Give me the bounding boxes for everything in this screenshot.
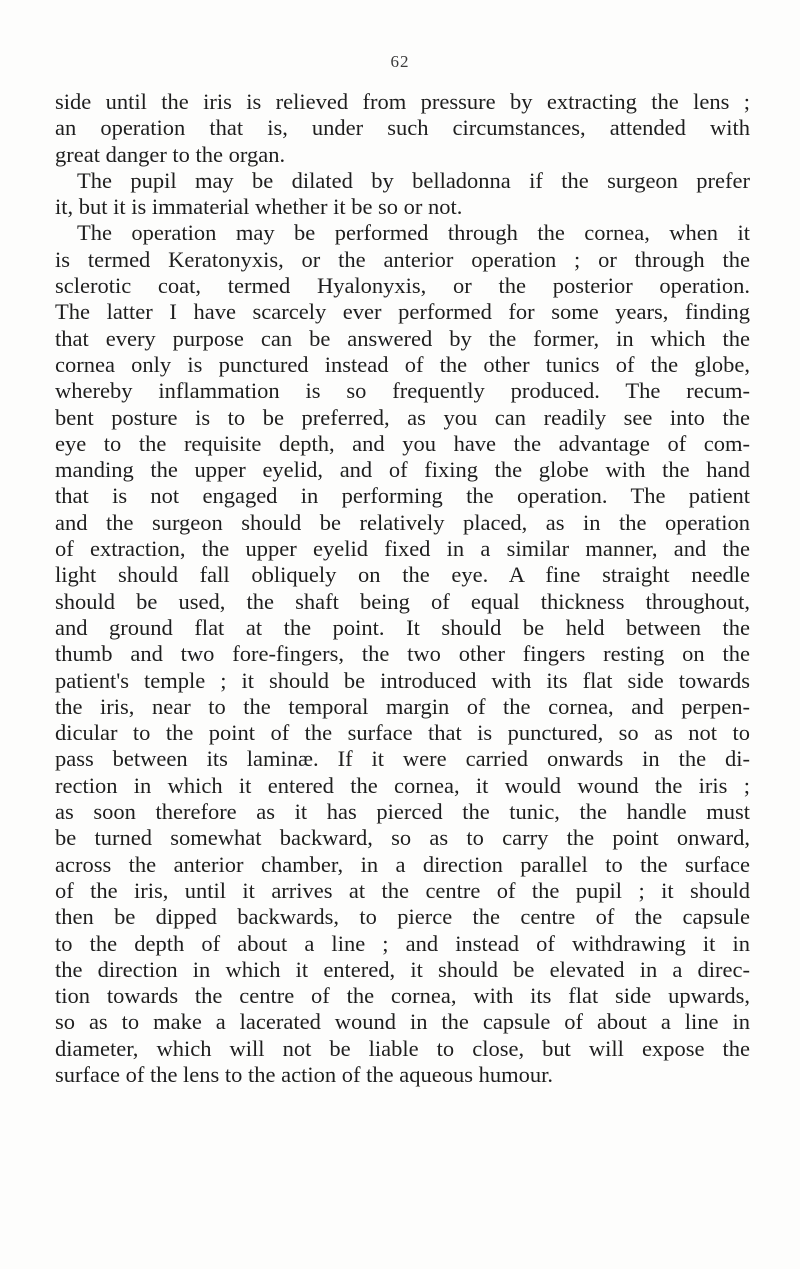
text-line: rection in which it entered the cornea, it would wound the iris ; [55, 772, 750, 798]
text-line: and ground flat at the point. It should be held between the [55, 614, 750, 640]
text-line: be turned somewhat backward, so as to carry the point onward, [55, 825, 750, 851]
text-line: the iris, near to the temporal margin of the cornea, and perpen- [55, 693, 750, 719]
text-line: manding the upper eyelid, and of fixing the globe with the hand [55, 457, 750, 483]
text-line: eye to the requisite depth, and you have the advantage of com- [55, 430, 750, 456]
text-line: bent posture is to be preferred, as you can readily see into the [55, 404, 750, 430]
text-line: whereby inflammation is so frequently produced. The recum- [55, 378, 750, 404]
text-line: across the anterior chamber, in a direction parallel to the surface [55, 851, 750, 877]
page-body-text [55, 89, 750, 1088]
text-line: patient's temple ; it should be introduced with its flat side towards [55, 667, 750, 693]
text-line: The operation may be performed through the cornea, when it [77, 220, 750, 246]
text-line: cornea only is punctured instead of the other tunics of the globe, [55, 351, 750, 377]
text-line: light should fall obliquely on the eye. A fine straight needle [55, 562, 750, 588]
text-line: to the depth of about a line ; and instead of withdrawing it in [55, 930, 750, 956]
page-number: 62 [390, 52, 410, 71]
text-line: The latter I have scarcely ever performed for some years, finding [55, 299, 750, 325]
text-line: The pupil may be dilated by belladonna if the surgeon prefer [77, 167, 750, 193]
text-line: diameter, which will not be liable to close, but will expose the [55, 1035, 750, 1061]
text-line: side until the iris is relieved from pressure by extracting the lens ; [55, 89, 750, 114]
text-line: an operation that is, under such circumstances, attended with [55, 115, 750, 141]
text-line: and the surgeon should be relatively placed, as in the operation [55, 509, 750, 535]
text-line: thumb and two fore-fingers, the two other fingers resting on the [55, 641, 750, 667]
text-line: the direction in which it entered, it should be elevated in a direc- [55, 956, 750, 982]
text-line: dicular to the point of the surface that is punctured, so as not to [55, 720, 750, 746]
text-line: then be dipped backwards, to pierce the centre of the capsule [55, 904, 750, 930]
text-line: that is not engaged in performing the operation. The patient [55, 483, 750, 509]
text-line: of the iris, until it arrives at the centre of the pupil ; it should [55, 877, 750, 903]
text-line: it, but it is immaterial whether it be so or not. [55, 194, 463, 220]
text-line: of extraction, the upper eyelid fixed in a similar manner, and the [55, 536, 750, 562]
text-line: is termed Keratonyxis, or the anterior operation ; or through the [55, 246, 750, 272]
text-line: sclerotic coat, termed Hyalonyxis, or the posterior operation. [55, 273, 750, 299]
text-line: as soon therefore as it has pierced the tunic, the handle must [55, 799, 750, 825]
text-line: surface of the lens to the action of the aqueous humour. [55, 1061, 553, 1087]
text-line: great danger to the organ. [55, 141, 286, 167]
text-line: pass between its laminæ. If it were carried onwards in the di- [55, 746, 750, 772]
text-line: tion towards the centre of the cornea, with its flat side upwards, [55, 983, 750, 1009]
text-line: that every purpose can be answered by the former, in which the [55, 325, 750, 351]
text-line: should be used, the shaft being of equal thickness throughout, [55, 588, 750, 614]
text-line: so as to make a lacerated wound in the capsule of about a line in [55, 1009, 750, 1035]
